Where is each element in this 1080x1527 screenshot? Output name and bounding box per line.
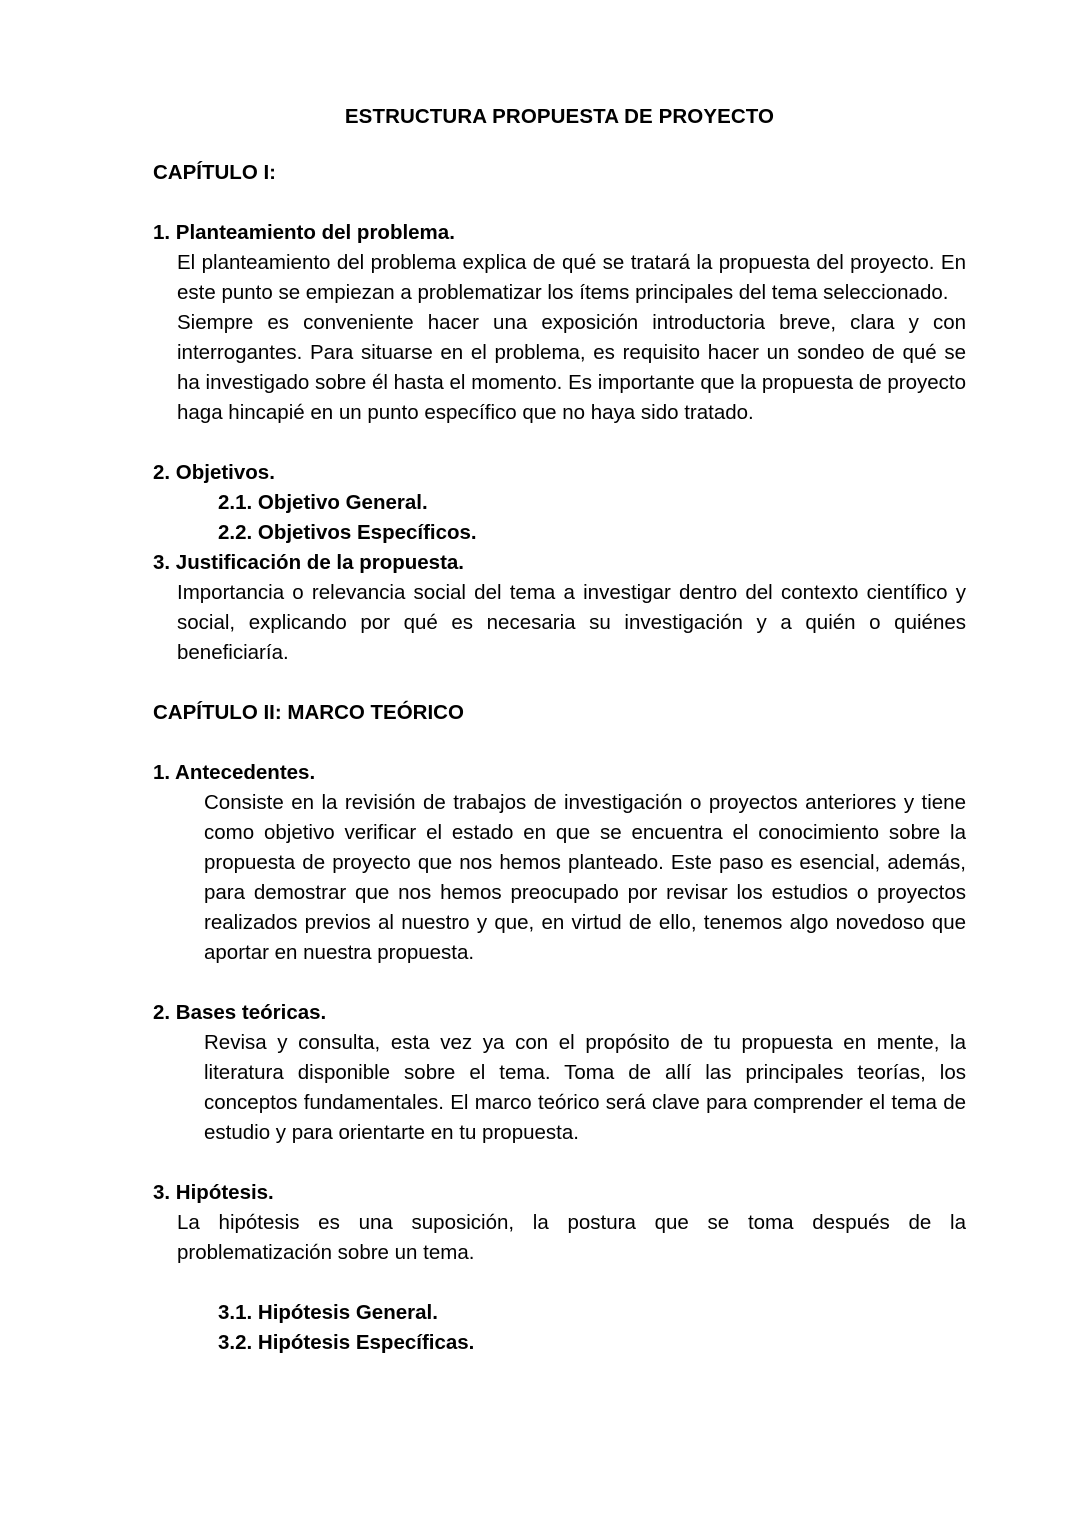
chapter-one-item-3-heading: 3. Justificación de la propuesta.: [153, 551, 465, 574]
chapter-two-sub-item-3-1: 3.1. Hipótesis General.: [218, 1301, 438, 1324]
chapter-two-item-3-paragraph: La hipótesis es una suposición, la postura que se toma después de la problematización sobre un tema.: [177, 1211, 966, 1264]
chapter-two-item-1-heading: 1. Antecedentes.: [153, 761, 316, 784]
chapter-one-item-1-paragraph-1: El planteamiento del problema explica de qué se tratará la propuesta del proyecto. En este punto se empiezan a problematizar los ítems principales del tema seleccionado.: [177, 251, 966, 304]
spacer: [153, 188, 966, 218]
spacer: [153, 132, 966, 158]
chapter-one-item-1-heading: 1. Planteamiento del problema.: [153, 221, 455, 244]
chapter-one-item-3-paragraph: Importancia o relevancia social del tema a investigar dentro del contexto científico y social, explicando por qué es necesaria su investigación y a quién o quiénes beneficiaría.: [177, 581, 966, 664]
spacer: [153, 968, 966, 998]
chapter-two-item-2-paragraph: Revisa y consulta, esta vez ya con el propósito de tu propuesta en mente, la literatura disponible sobre el tema. Toma de allí las principales teorías, los conceptos fundamentales. El marco teórico será clave para comprender el tema de estudio y para orientarte en tu propuesta.: [204, 1031, 966, 1144]
chapter-two-item-3-heading: 3. Hipótesis.: [153, 1181, 274, 1204]
spacer: [153, 668, 966, 698]
chapter-two-item-1-paragraph: Consiste en la revisión de trabajos de investigación o proyectos anteriores y tiene como objetivo verificar el estado en que se encuentra el conocimiento sobre la propuesta de proyecto que nos hemos planteado. Este paso es esencial, además, para demostrar que nos hemos preocupado por revisar los estudios o proyectos realizados previos al nuestro y que, en virtud de ello, tenemos algo novedoso que aportar en nuestra propuesta.: [204, 791, 966, 964]
chapter-one-item-2-heading: 2. Objetivos.: [153, 461, 275, 484]
chapter-one-heading: CAPÍTULO I:: [153, 161, 276, 184]
page-title: ESTRUCTURA PROPUESTA DE PROYECTO: [344, 105, 775, 128]
chapter-one-sub-item-2-2: 2.2. Objetivos Específicos.: [218, 521, 477, 544]
spacer: [153, 1148, 966, 1178]
spacer: [153, 1268, 966, 1298]
chapter-one-item-1-paragraph-2: Siempre es conveniente hacer una exposición introductoria breve, clara y con interrogantes. Para situarse en el problema, es requisito hacer un sondeo de qué se ha investigado sobre él hasta el momento. Es importante que la propuesta de proyecto haga hincapié en un punto específico que no haya sido tratado.: [177, 311, 966, 424]
document-content: [153, 0, 966, 1358]
spacer: [153, 728, 966, 758]
chapter-two-item-2-heading: 2. Bases teóricas.: [153, 1001, 327, 1024]
chapter-two-heading: CAPÍTULO II: MARCO TEÓRICO: [153, 701, 464, 724]
chapter-two-sub-item-3-2: 3.2. Hipótesis Específicas.: [218, 1331, 475, 1354]
chapter-one-sub-item-2-1: 2.1. Objetivo General.: [218, 491, 428, 514]
spacer: [153, 428, 966, 458]
